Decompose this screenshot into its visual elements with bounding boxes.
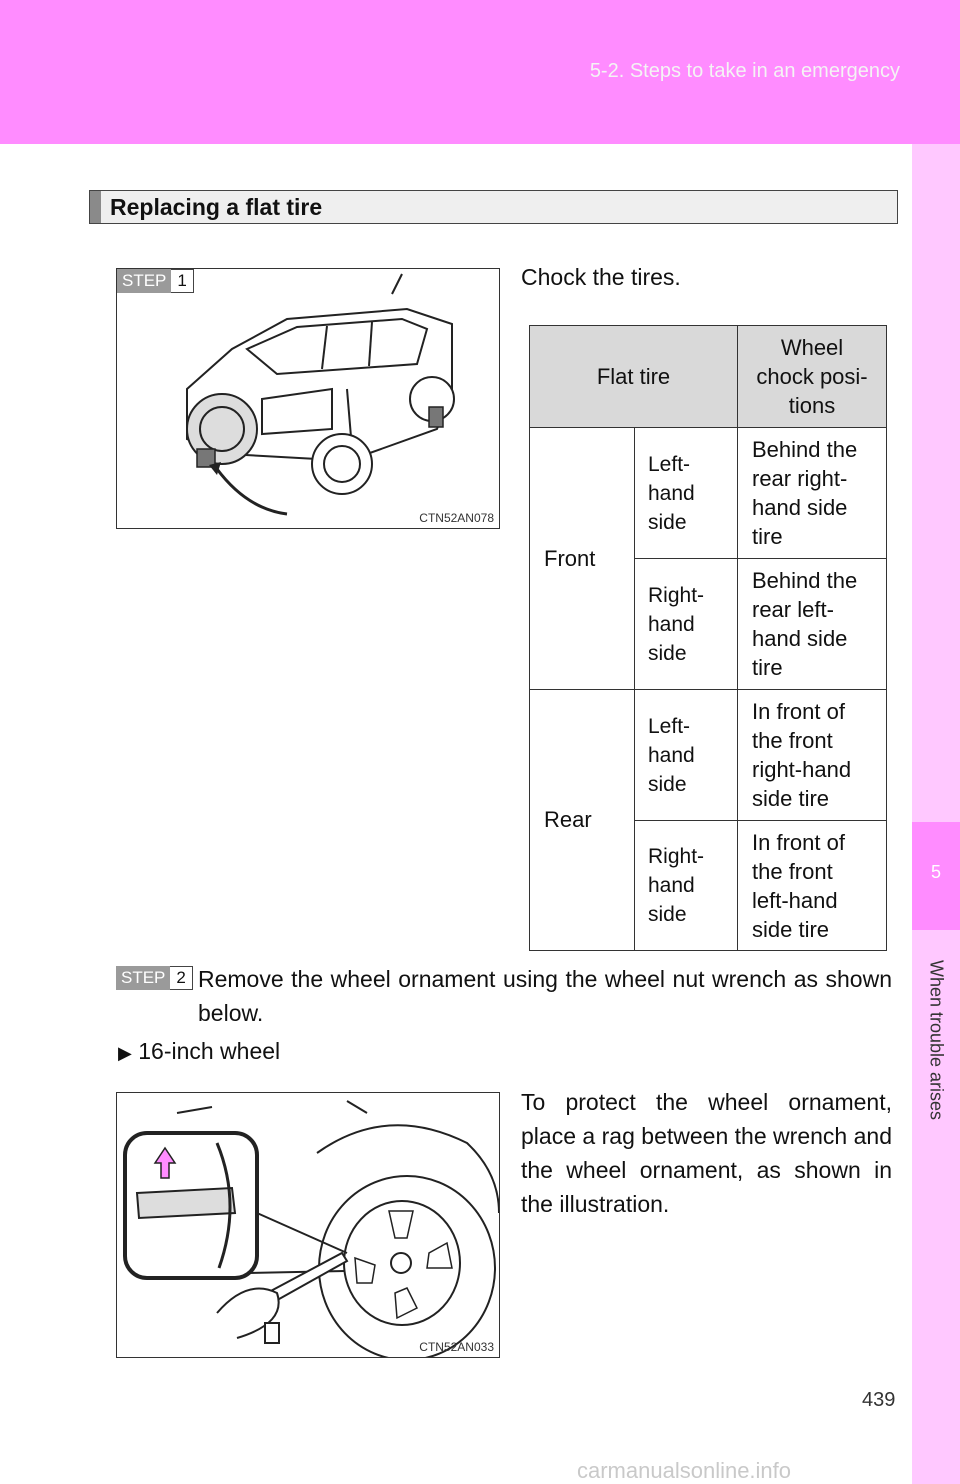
subheading-16-inch bbox=[118, 1034, 280, 1070]
wheel-chock-table bbox=[529, 325, 887, 951]
step-2-instruction: Remove the wheel ornament using the wheel nut wrench as shown below. bbox=[198, 966, 892, 1026]
suv-wheel-chock-drawing bbox=[117, 269, 499, 528]
subheading-text: 16-inch wheel bbox=[138, 1038, 281, 1064]
table-cell-position: In front of the front left-hand side tire bbox=[738, 821, 887, 951]
group-front: Front bbox=[530, 428, 635, 690]
table-cell-side: Right- hand side bbox=[635, 821, 738, 951]
wrench-wheel-drawing bbox=[117, 1093, 499, 1357]
page-number: 439 bbox=[862, 1389, 896, 1411]
figure-code-2: CTN52AN033 bbox=[419, 1340, 494, 1354]
wheel-ornament-illustration bbox=[116, 1092, 500, 1358]
step-1-number: 1 bbox=[171, 269, 193, 293]
step-1-word: STEP bbox=[117, 269, 171, 293]
step-2-number: 2 bbox=[170, 966, 192, 990]
table-cell-side: Left- hand side bbox=[635, 690, 738, 821]
step-2-badge bbox=[116, 966, 193, 990]
table-cell-position: In front of the front right-hand side tire bbox=[738, 690, 887, 821]
chapter-number: 5 bbox=[930, 862, 941, 882]
chapter-sidebar bbox=[912, 144, 960, 1484]
step-2-note: To protect the wheel ornament, place a rag between the wrench and the wheel ornament, as shown in the illustration. bbox=[521, 1089, 892, 1217]
table-header-chock-position: Wheel chock posi- tions bbox=[738, 326, 887, 428]
step-2-word: STEP bbox=[116, 966, 170, 990]
table-cell-side: Left- hand side bbox=[635, 428, 738, 559]
page-header bbox=[0, 0, 960, 144]
step-1-instruction: Chock the tires. bbox=[521, 264, 681, 290]
section-title: Replacing a flat tire bbox=[110, 194, 323, 220]
table-cell-position: Behind the rear left- hand side tire bbox=[738, 559, 887, 690]
table-header-flat-tire: Flat tire bbox=[530, 326, 738, 428]
chock-tires-illustration bbox=[116, 268, 500, 529]
watermark-link[interactable]: carmanualsonline.info bbox=[577, 1458, 792, 1483]
figure-code-1: CTN52AN078 bbox=[419, 511, 494, 525]
table-cell-side: Right- hand side bbox=[635, 559, 738, 690]
group-rear: Rear bbox=[530, 690, 635, 951]
table-cell-position: Behind the rear right- hand side tire bbox=[738, 428, 887, 559]
section-heading bbox=[89, 190, 898, 224]
triangle-bullet-icon: ▶ bbox=[118, 1043, 132, 1063]
chapter-title: When trouble arises bbox=[926, 959, 947, 1121]
header-section-title: 5-2. Steps to take in an emergency bbox=[589, 60, 900, 82]
